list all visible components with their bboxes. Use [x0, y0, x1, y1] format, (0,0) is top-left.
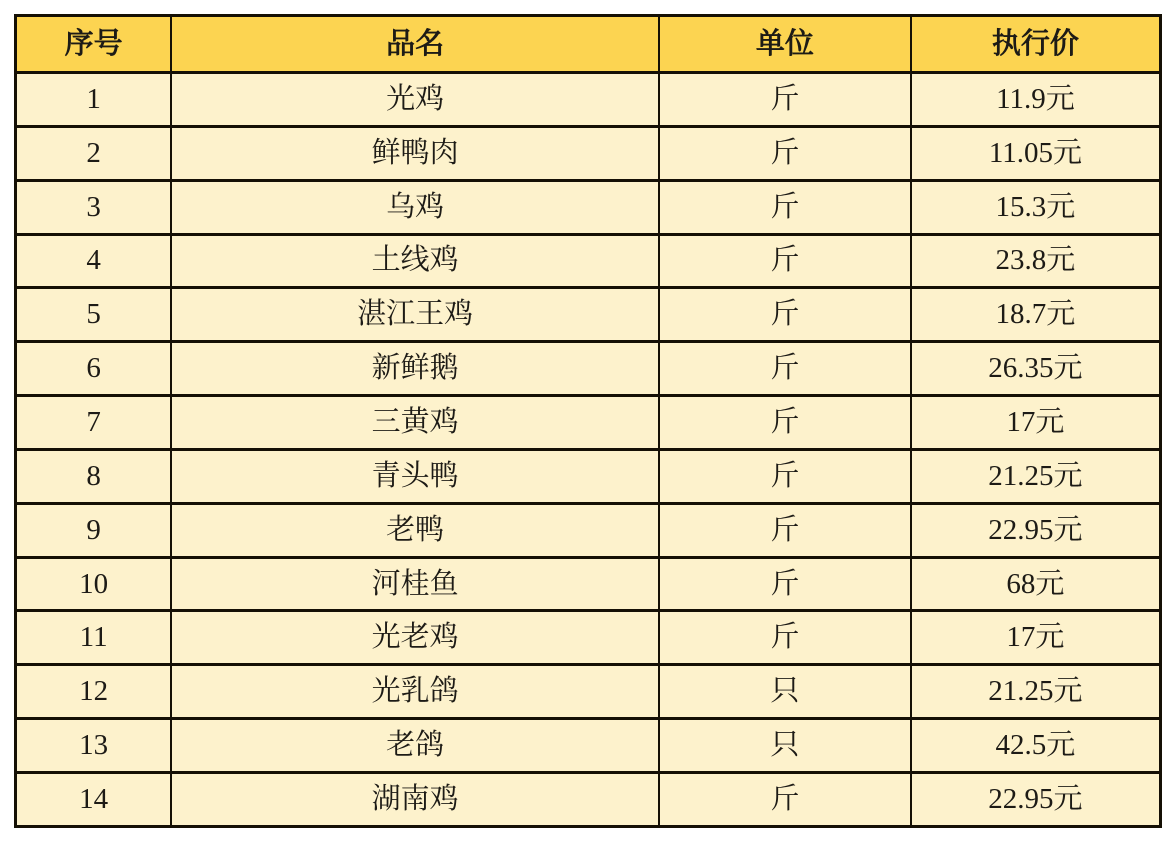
cell-price: 18.7元 — [911, 288, 1161, 342]
cell-name: 光乳鸽 — [171, 665, 659, 719]
table-row — [16, 772, 1161, 826]
cell-name: 湖南鸡 — [171, 772, 659, 826]
table-row — [16, 665, 1161, 719]
column-header-unit: 单位 — [659, 16, 911, 73]
table-row — [16, 126, 1161, 180]
table-row — [16, 396, 1161, 450]
cell-index: 4 — [16, 234, 172, 288]
table-row — [16, 73, 1161, 127]
cell-price: 21.25元 — [911, 449, 1161, 503]
cell-price: 23.8元 — [911, 234, 1161, 288]
cell-name: 三黄鸡 — [171, 396, 659, 450]
cell-price: 22.95元 — [911, 503, 1161, 557]
cell-price: 11.05元 — [911, 126, 1161, 180]
price-table — [14, 14, 1162, 828]
cell-index: 6 — [16, 342, 172, 396]
cell-unit: 斤 — [659, 234, 911, 288]
cell-index: 8 — [16, 449, 172, 503]
column-header-name: 品名 — [171, 16, 659, 73]
cell-index: 13 — [16, 719, 172, 773]
cell-name: 光老鸡 — [171, 611, 659, 665]
cell-name: 土线鸡 — [171, 234, 659, 288]
cell-price: 22.95元 — [911, 772, 1161, 826]
table-body — [16, 73, 1161, 827]
header-row — [16, 16, 1161, 73]
cell-unit: 斤 — [659, 126, 911, 180]
table-row — [16, 288, 1161, 342]
cell-price: 17元 — [911, 611, 1161, 665]
cell-price: 17元 — [911, 396, 1161, 450]
cell-unit: 斤 — [659, 611, 911, 665]
table-row — [16, 611, 1161, 665]
cell-name: 乌鸡 — [171, 180, 659, 234]
cell-index: 3 — [16, 180, 172, 234]
cell-unit: 斤 — [659, 180, 911, 234]
cell-unit: 斤 — [659, 73, 911, 127]
cell-unit: 斤 — [659, 396, 911, 450]
cell-index: 1 — [16, 73, 172, 127]
cell-unit: 斤 — [659, 772, 911, 826]
table-row — [16, 557, 1161, 611]
cell-unit: 斤 — [659, 449, 911, 503]
table-row — [16, 234, 1161, 288]
cell-unit: 只 — [659, 719, 911, 773]
table-row — [16, 342, 1161, 396]
cell-index: 14 — [16, 772, 172, 826]
table-row — [16, 503, 1161, 557]
cell-price: 26.35元 — [911, 342, 1161, 396]
cell-index: 9 — [16, 503, 172, 557]
cell-unit: 斤 — [659, 342, 911, 396]
cell-name: 湛江王鸡 — [171, 288, 659, 342]
cell-name: 老鸭 — [171, 503, 659, 557]
cell-index: 7 — [16, 396, 172, 450]
cell-name: 老鸽 — [171, 719, 659, 773]
table-row — [16, 180, 1161, 234]
cell-name: 鲜鸭肉 — [171, 126, 659, 180]
cell-name: 新鲜鹅 — [171, 342, 659, 396]
cell-name: 河桂鱼 — [171, 557, 659, 611]
cell-price: 11.9元 — [911, 73, 1161, 127]
table-row — [16, 449, 1161, 503]
column-header-index: 序号 — [16, 16, 172, 73]
cell-name: 青头鸭 — [171, 449, 659, 503]
column-header-price: 执行价 — [911, 16, 1161, 73]
cell-unit: 只 — [659, 665, 911, 719]
cell-price: 15.3元 — [911, 180, 1161, 234]
cell-unit: 斤 — [659, 503, 911, 557]
cell-unit: 斤 — [659, 557, 911, 611]
cell-index: 2 — [16, 126, 172, 180]
table-row — [16, 719, 1161, 773]
table-header — [16, 16, 1161, 73]
cell-price: 68元 — [911, 557, 1161, 611]
cell-index: 5 — [16, 288, 172, 342]
cell-index: 10 — [16, 557, 172, 611]
cell-price: 21.25元 — [911, 665, 1161, 719]
cell-index: 11 — [16, 611, 172, 665]
cell-unit: 斤 — [659, 288, 911, 342]
cell-name: 光鸡 — [171, 73, 659, 127]
cell-price: 42.5元 — [911, 719, 1161, 773]
cell-index: 12 — [16, 665, 172, 719]
